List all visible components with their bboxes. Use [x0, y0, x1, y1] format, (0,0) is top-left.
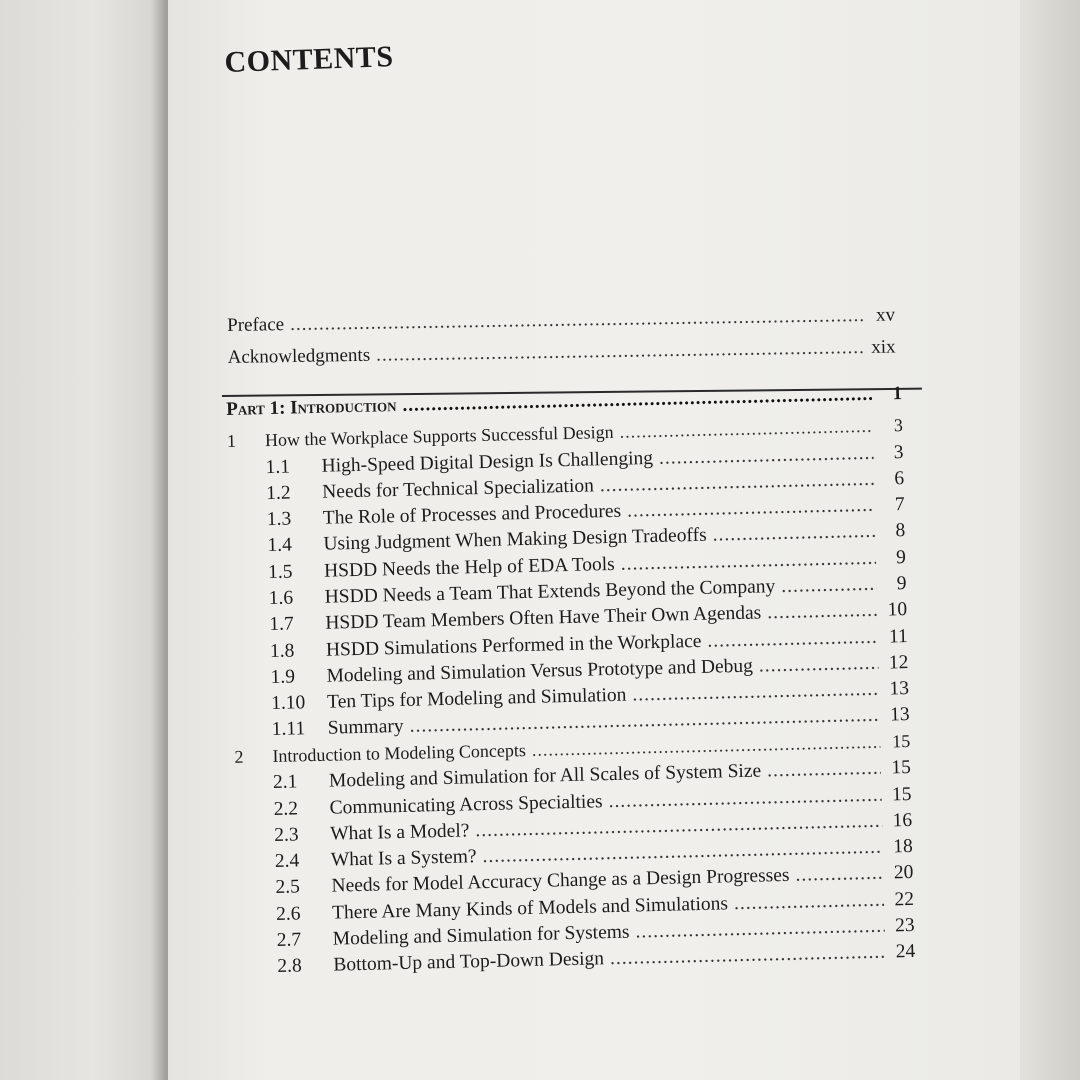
section-title: HSDD Needs the Help of EDA Tools: [323, 553, 615, 582]
section-number: 1.4: [267, 534, 293, 557]
page-number: 13: [889, 678, 910, 700]
section-number: 1.6: [268, 587, 294, 610]
section-number: 2.3: [274, 824, 299, 846]
section-number: 1.7: [269, 613, 294, 636]
page-number: 9: [895, 546, 907, 568]
section-number: 2.5: [275, 876, 301, 899]
section-title: Using Judgment When Making Design Tradeoffs: [323, 525, 707, 556]
page-number: 15: [891, 783, 912, 805]
section-number: 1.5: [267, 561, 293, 583]
page-number: 3: [893, 441, 904, 463]
section-number: 1.10: [270, 692, 306, 715]
section-title: There Are Many Kinds of Models and Simulations: [331, 893, 729, 924]
section-number: 2.8: [277, 955, 303, 978]
section-number: 1.9: [270, 666, 296, 688]
section-number: 1.2: [265, 482, 291, 504]
page-number: 8: [895, 520, 906, 542]
page-number: 10: [887, 599, 908, 621]
section-number: 1.11: [271, 718, 306, 741]
toc-entry-acknowledgments[interactable]: Acknowledgments ..... xix: [228, 337, 896, 379]
section-title: Modeling and Simulation for Systems: [332, 921, 630, 950]
section-title: Bottom-Up and Top-Down Design: [333, 948, 605, 976]
page-number: 11: [888, 625, 909, 648]
page-number: 18: [892, 836, 913, 858]
section-title: What Is a Model?: [330, 820, 470, 845]
section-title: Communicating Across Specialties: [329, 790, 603, 819]
chapter-title: How the Workplace Supports Successful Design: [264, 421, 614, 451]
toc-entry-preface[interactable]: Preface ..... xv: [227, 305, 895, 347]
section-title: Needs for Model Accuracy Change as a Design Progresses: [331, 865, 790, 898]
page-number: 20: [893, 862, 914, 884]
section-number: 2.1: [272, 771, 298, 794]
section-title: High-Speed Digital Design Is Challenging: [321, 447, 654, 477]
section-title: Ten Tips for Modeling and Simulation: [326, 684, 627, 713]
section-title: The Role of Processes and Procedures: [322, 500, 622, 529]
section-number: 2.4: [274, 850, 300, 873]
page-number: 3: [893, 415, 904, 436]
page-title: CONTENTS: [224, 40, 395, 79]
section-title: HSDD Team Members Often Have Their Own Agendas: [325, 602, 762, 635]
section-number: 1.8: [269, 640, 295, 662]
page-number: 24: [895, 941, 916, 963]
section-title: HSDD Needs a Team That Extends Beyond the Company: [324, 576, 776, 608]
section-number: 2.2: [273, 797, 299, 820]
front-matter-list: [227, 305, 896, 379]
page-number: 12: [888, 651, 909, 674]
section-title: What Is a System?: [330, 846, 477, 871]
section-title: HSDD Simulations Performed in the Workplace: [325, 630, 702, 661]
page-edge: [1020, 0, 1080, 1080]
chapter-number: 2: [234, 746, 244, 767]
toc-part-heading[interactable]: Part 1: Introduction ..... 1: [226, 383, 903, 431]
section-title: Summary: [327, 716, 404, 740]
bleed-through-text: ⁠: [52, 17, 69, 21]
section-number: 1.1: [265, 456, 291, 478]
page-number: 15: [891, 757, 912, 779]
section-number: 2.7: [276, 929, 302, 951]
section-number: 1.3: [266, 508, 292, 531]
page-number: 6: [894, 467, 905, 490]
section-number: 2.6: [275, 903, 301, 925]
page-number: 16: [892, 809, 913, 832]
page-number: 23: [894, 914, 915, 937]
toc-list: [226, 383, 916, 983]
section-title: Modeling and Simulation for All Scales of System Size: [328, 760, 762, 792]
page-number: 15: [892, 730, 911, 752]
page-number: 13: [889, 704, 910, 726]
page-number: 22: [894, 888, 915, 911]
page-number: 9: [896, 573, 907, 595]
section-title: Modeling and Simulation Versus Prototype and Debug: [326, 655, 754, 687]
chapter-list: [227, 415, 916, 983]
facing-page: [0, 0, 170, 1080]
chapter-number: 1: [226, 430, 237, 451]
chapter-title: Introduction to Modeling Concepts: [272, 739, 527, 766]
page-number: 7: [894, 494, 905, 516]
section-title: Needs for Technical Specialization: [321, 475, 595, 503]
